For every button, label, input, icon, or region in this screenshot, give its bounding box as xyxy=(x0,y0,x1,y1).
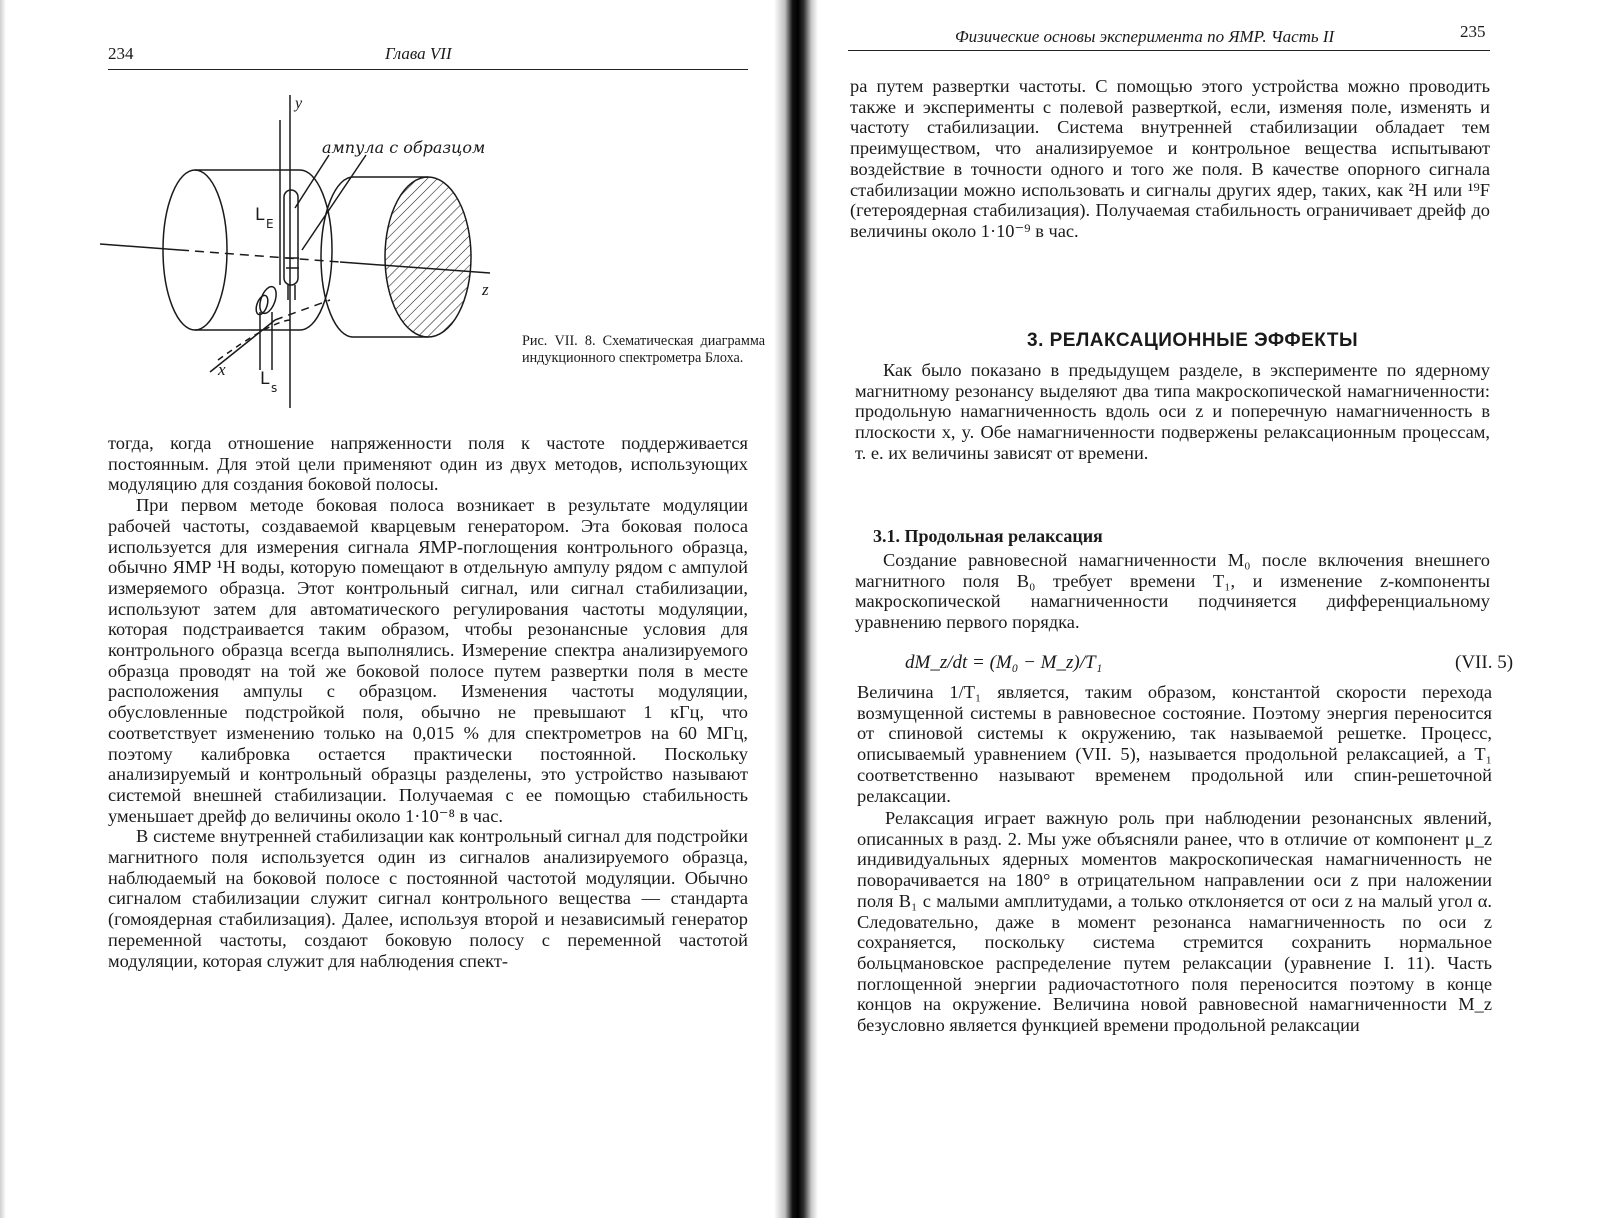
le-coil-label: L xyxy=(255,205,265,225)
section-intro xyxy=(855,360,1490,464)
paragraph: В системе внутренней стабилизации как контрольный сигнал для подстройки магнитного поля используется один из сигналов анализируемого образца, наблюдаемый на боковой полосе с постоянной частотой модуляции. Обычно сигналом стабилизации служит сигнал контрольного вещества — стандарта (гомоядерная стабилизация). Далее, используя второй и независимый генератор переменной частоты, создают боковую полосу с переменной частотой модуляции, которая служит для наблюдения спект- xyxy=(108,826,748,971)
final-paragraph xyxy=(857,808,1492,1036)
equation-number: (VII. 5) xyxy=(1455,652,1514,673)
subsection-title: 3.1. Продольная релаксация xyxy=(873,526,1103,546)
subsection-paragraph xyxy=(855,550,1490,633)
figure-caption: Рис. VII. 8. Схематическая диаграмма индукционного спектрометра Блоха. xyxy=(522,333,765,366)
sample-tube-label: ампула с образцом xyxy=(322,138,486,157)
y-axis-label: y xyxy=(295,95,303,112)
paragraph: Релаксация играет важную роль при наблюдении резонансных явлений, описанных в разд. 2. Мы уже объясняли ранее, что в отличие от компонент μ_z индивидуальных ядерных моментов макроскопическая намагниченность не поворачивается на 180° в отрицательном направлении оси z при наложении поля B₁ с малыми амплитудами, а только отклоняется от оси z на малый угол α. Следовательно, даже в момент резонанса намагниченность по оси z сохраняется, поскольку система стремится сохранить нормальное больцмановское распределение путем релаксации (уравнение I. 11). Часть поглощенной энергии радиочастотного поля переносится поэтому в конце концов на окружение. Величина новой равновесной намагниченности M_z безусловно является функцией времени продольной релаксации xyxy=(857,808,1492,1036)
header-rule-right xyxy=(848,50,1490,51)
paragraph: Как было показано в предыдущем разделе, в эксперименте по ядерному магнитному резонансу выделяют два типа макроскопической намагниченности: продольную намагниченность вдоль оси z и поперечную намагниченность в плоскости x, y. Обе намагниченности подвержены релаксационным процессам, т. е. их величины зависят от времени. xyxy=(855,360,1490,463)
equation: dM_z/dt = (M₀ − M_z)/T₁ xyxy=(905,652,1103,673)
paragraph: тогда, когда отношение напряженности поля к частоте поддерживается постоянным. Для этой цели применяют один из двух методов, использующих модуляцию для создания боковой полосы. xyxy=(108,433,748,495)
running-head-right: Физические основы эксперимента по ЯМР. Часть II xyxy=(955,27,1335,46)
le-coil-subscript: E xyxy=(266,217,274,231)
x-axis-label: x xyxy=(218,360,226,379)
right-top-paragraph: ра путем развертки частоты. С помощью этого устройства можно проводить также и эксперименты с полевой разверткой, если, изменяя поле, изменять и частоту стабилизации. Система внутренней стабилизации обладает тем преимуществом, что анализируемое и контрольное вещества испытывают воздействие в точности одного и того же поля. В качестве опорного сигнала стабилизации можно использовать и сигналы других ядер, таких, как ²H или ¹⁹F (гетероядерная стабилизация). Получаемая стабильность ограничивает дрейф до величины около 1·10⁻⁹ в час. xyxy=(850,76,1490,241)
paragraph: Создание равновесной намагниченности M₀ после включения внешнего магнитного поля B₀ требует времени T₁, и изменение z-компоненты макроскопической намагниченности подчиняется дифференциальному уравнению первого порядка. xyxy=(855,550,1490,633)
page-number-left: 234 xyxy=(108,44,134,63)
z-axis-label: z xyxy=(482,280,489,299)
section-title: 3. РЕЛАКСАЦИОННЫЕ ЭФФЕКТЫ xyxy=(1027,330,1359,351)
running-head-left: Глава VII xyxy=(385,44,452,63)
ls-coil-subscript: s xyxy=(271,381,278,395)
ls-coil-label: L xyxy=(260,369,270,389)
paragraph-after-equation: Величина 1/T₁ является, таким образом, константой скорости перехода возмущенной системы в равновесное состояние. Поэтому энергия переносится от спиновой системы к окружению, так называемой решетке. Процесс, описываемый уравнением (VII. 5), называется продольной релаксацией, а T₁ соответственно называют временем продольной или спин-решеточной релаксации. xyxy=(857,682,1492,806)
page-number-right: 235 xyxy=(1460,22,1486,41)
paragraph: При первом методе боковая полоса возникает в результате модуляции рабочей частоты, создаваемой кварцевым генератором. Эта боковая полоса используется для измерения сигнала ЯМР-поглощения контрольного образца, обычно ЯМР ¹H воды, которую помещают в отдельную ампулу рядом с ампулой измеряемого образца. Этот контрольный сигнал, или сигнал стабилизации, используют затем для автоматического регулирования частоты модуляции, которая подстраивается таким образом, чтобы резонансные условия для контрольного образца всегда выполнялись. Измерение спектра анализируемого образца проводят на той же боковой полосе путем развертки поля в месте расположения ампулы с образцом. Изменения частоты модуляции, обусловленные подстройкой поля, обычно не превышают 1 кГц, что соответствует изменению только на 0,015 % для спектрометров на 60 МГц, поэтому калибровка остается практически постоянной. Поскольку анализируемый и контрольный образцы разделены, это устройство называют системой внешней стабилизации. Получаемая с ее помощью стабильность уменьшает дрейф до величины около 1·10⁻⁸ в час. xyxy=(108,495,748,826)
